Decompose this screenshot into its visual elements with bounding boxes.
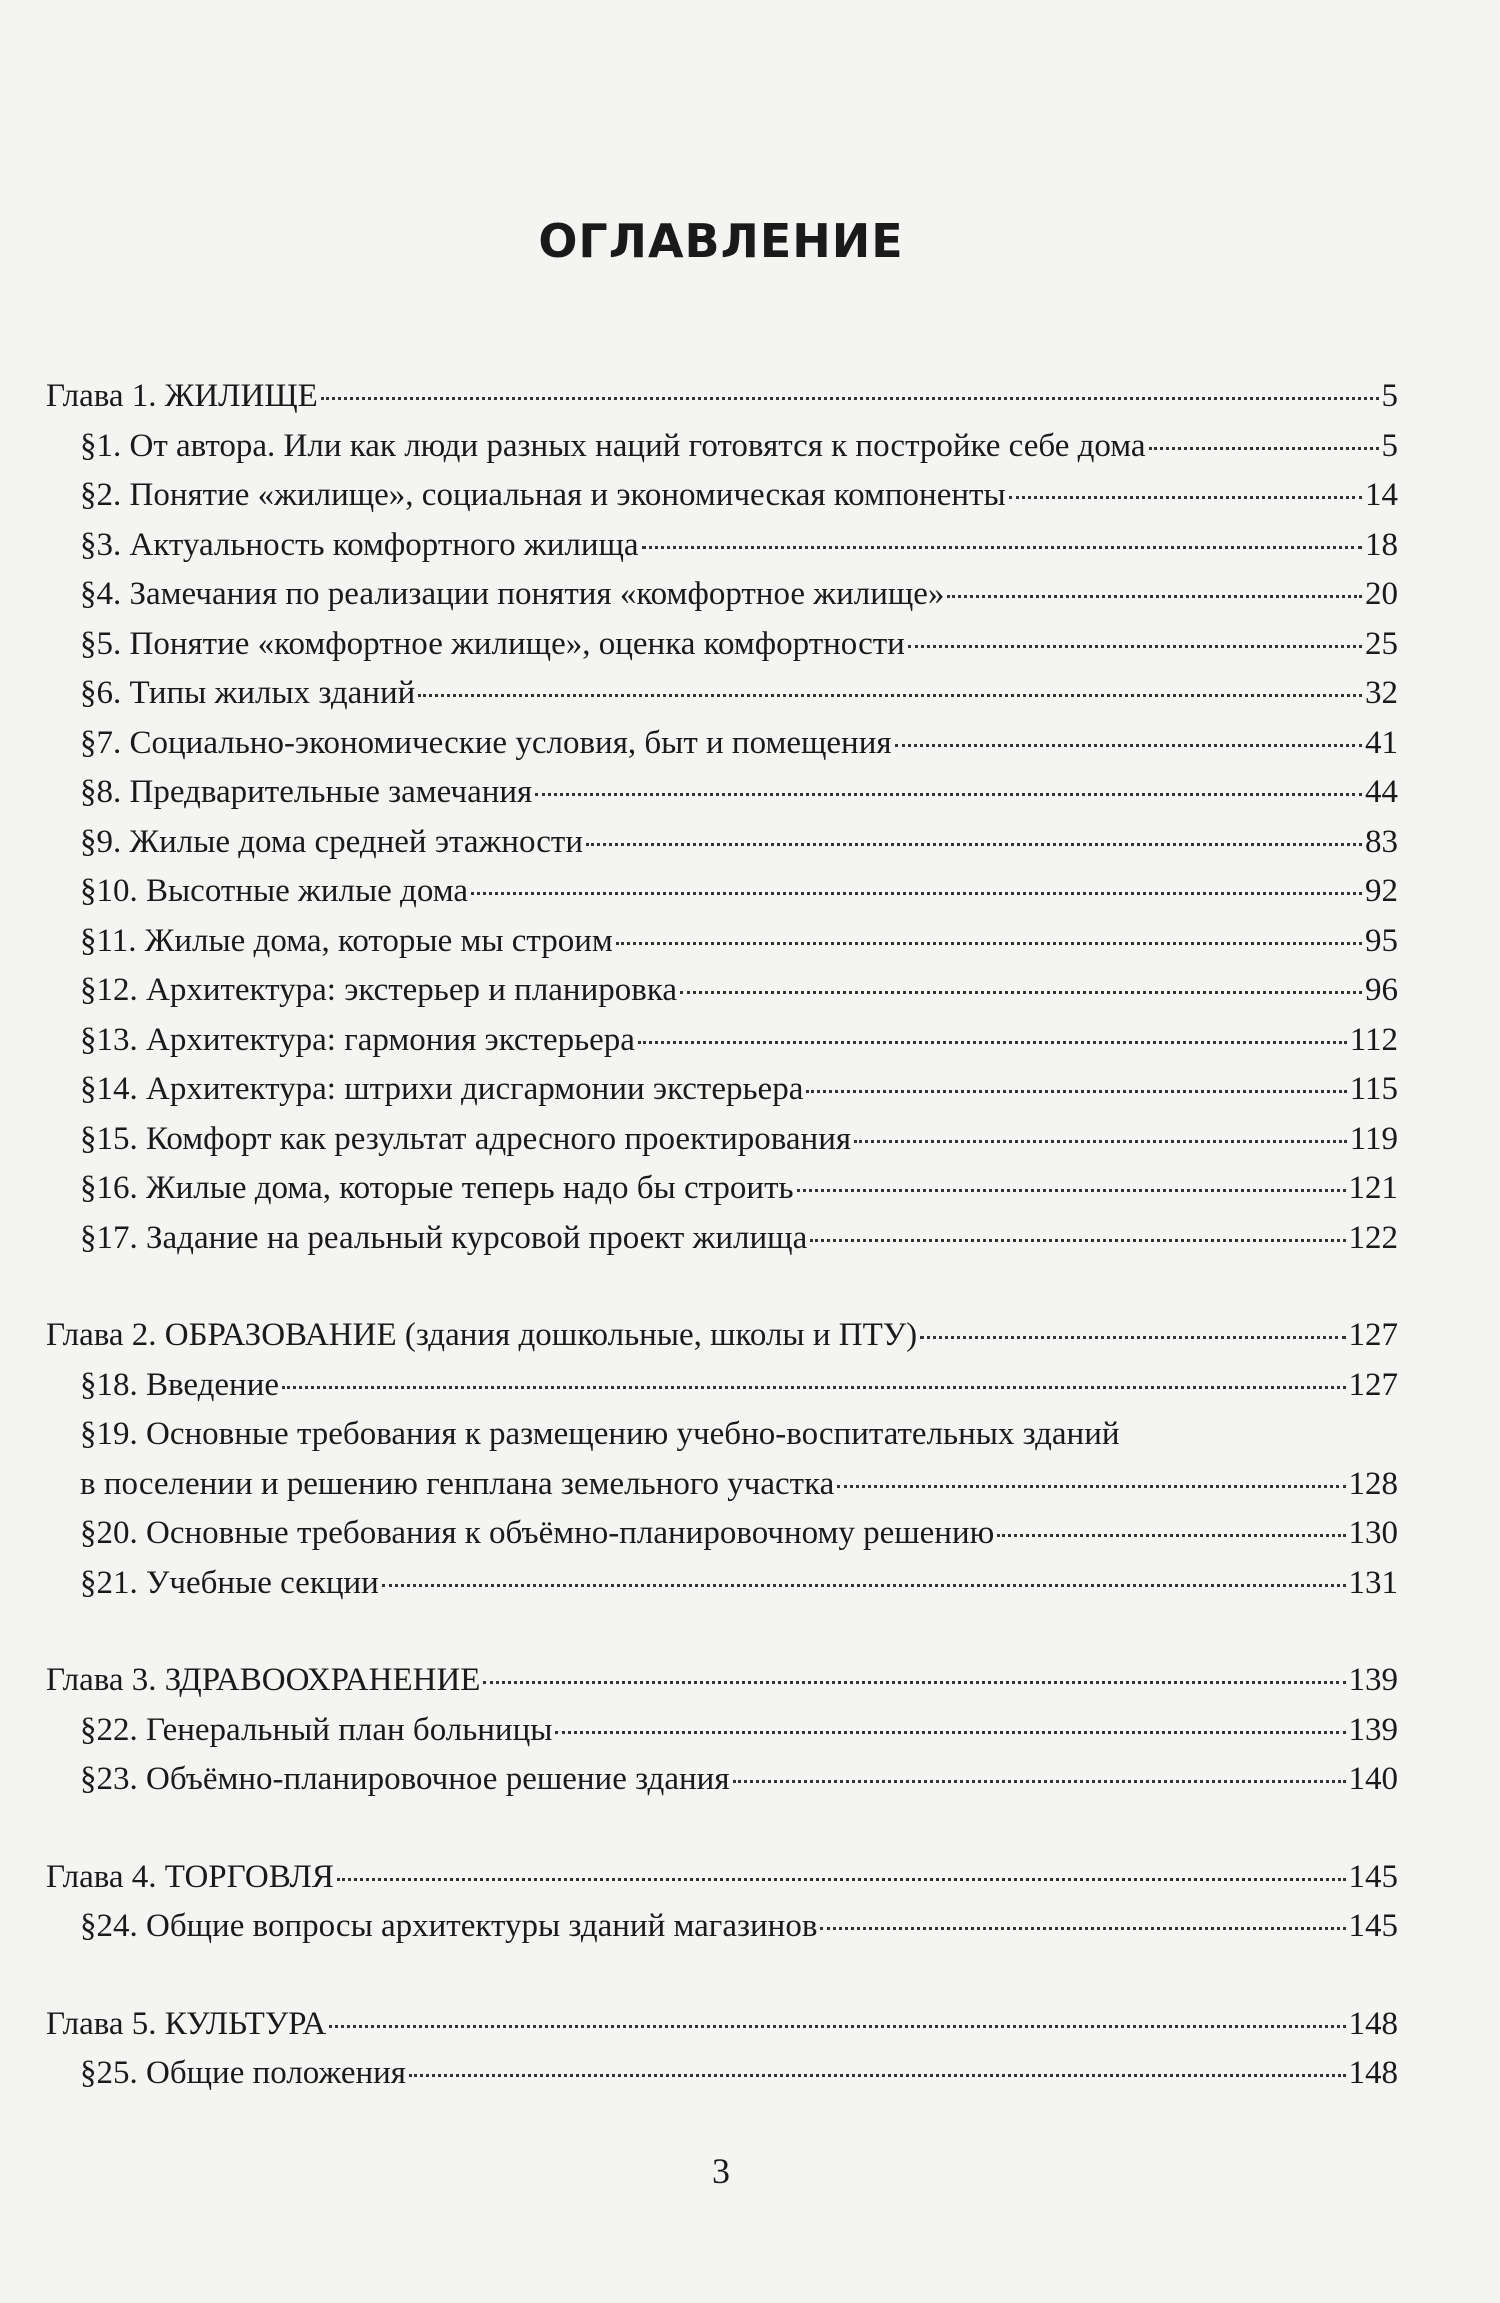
toc-entry: §21. Учебные секции 131 <box>46 1559 1398 1609</box>
leader-dots <box>638 1041 1347 1044</box>
toc-entry: §16. Жилые дома, которые теперь надо бы строить 121 <box>46 1164 1398 1214</box>
page-ref: 92 <box>1365 873 1398 909</box>
page-number: 3 <box>712 2151 730 2191</box>
page-ref: 128 <box>1348 1465 1398 1502</box>
leader-dots <box>854 1140 1347 1143</box>
toc-entry-multiline: §19. Основные требования к размещению учебно-воспитательных зданий в поселении и решению генплана земельного участка 128 <box>46 1410 1398 1509</box>
leader-dots <box>797 1189 1346 1192</box>
table-of-contents <box>46 372 1398 2147</box>
leader-dots <box>483 1681 1345 1684</box>
toc-entry: §15. Комфорт как результат адресного проектирования 119 <box>46 1115 1398 1165</box>
leader-dots <box>908 645 1362 648</box>
page-title: ОГЛАВЛЕНИЕ <box>538 214 904 268</box>
toc-entry: §4. Замечания по реализации понятия «комфортное жилище» 20 <box>46 570 1398 620</box>
chapter-heading: Глава 5. КУЛЬТУРА 148 <box>46 2000 1398 2050</box>
toc-entry: §7. Социально-экономические условия, быт и помещения 41 <box>46 719 1398 769</box>
chapter-2 <box>46 1311 1398 1608</box>
leader-dots <box>820 1927 1345 1930</box>
page-ref: 5 <box>1381 378 1398 414</box>
leader-dots <box>642 546 1362 549</box>
page-ref: 14 <box>1365 477 1398 513</box>
toc-entry: §25. Общие положения 148 <box>46 2049 1398 2099</box>
page-ref: 148 <box>1348 2005 1398 2042</box>
page-ref: 83 <box>1365 823 1398 860</box>
leader-dots <box>1149 447 1379 450</box>
toc-entry: §14. Архитектура: штрихи дисгармонии экстерьера 115 <box>46 1065 1398 1115</box>
page-ref: 127 <box>1348 1317 1398 1353</box>
leader-dots <box>418 694 1362 697</box>
chapter-heading: Глава 3. ЗДРАВООХРАНЕНИЕ 139 <box>46 1656 1398 1706</box>
leader-dots <box>616 942 1362 945</box>
chapter-1 <box>46 372 1398 1263</box>
chapter-heading: Глава 2. ОБРАЗОВАНИЕ (здания дошкольные, школы и ПТУ) 127 <box>46 1311 1398 1361</box>
chapter-5 <box>46 2000 1398 2099</box>
toc-entry: §10. Высотные жилые дома 92 <box>46 867 1398 917</box>
leader-dots <box>1009 496 1362 499</box>
chapter-heading: Глава 4. ТОРГОВЛЯ 145 <box>46 1853 1398 1903</box>
leader-dots <box>471 892 1362 895</box>
page-ref: 130 <box>1348 1515 1398 1551</box>
toc-entry: §12. Архитектура: экстерьер и планировка 96 <box>46 966 1398 1016</box>
toc-entry: §2. Понятие «жилище», социальная и экономическая компоненты 14 <box>46 471 1398 521</box>
page-ref: 127 <box>1348 1366 1398 1403</box>
leader-dots <box>920 1336 1345 1339</box>
page-ref: 115 <box>1349 1071 1398 1107</box>
page-ref: 119 <box>1349 1120 1398 1157</box>
page-ref: 112 <box>1349 1021 1398 1058</box>
leader-dots <box>321 397 1379 400</box>
toc-entry: §23. Объёмно-планировочное решение здания 140 <box>46 1755 1398 1805</box>
leader-dots <box>680 991 1362 994</box>
page-ref: 41 <box>1365 724 1398 761</box>
leader-dots <box>329 2025 1345 2028</box>
leader-dots <box>282 1386 1345 1389</box>
page-ref: 140 <box>1348 1761 1398 1797</box>
page-ref: 96 <box>1365 972 1398 1008</box>
toc-entry: §3. Актуальность комфортного жилища 18 <box>46 521 1398 571</box>
page-ref: 121 <box>1348 1170 1398 1206</box>
page-ref: 122 <box>1348 1219 1398 1256</box>
page-ref: 139 <box>1348 1662 1398 1698</box>
leader-dots <box>382 1584 1346 1587</box>
leader-dots <box>997 1534 1345 1537</box>
toc-entry: §1. От автора. Или как люди разных наций готовятся к постройке себе дома 5 <box>46 422 1398 472</box>
leader-dots <box>947 595 1362 598</box>
page-ref: 148 <box>1348 2055 1398 2091</box>
leader-dots <box>806 1090 1346 1093</box>
page-ref: 32 <box>1365 675 1398 711</box>
page-ref: 145 <box>1348 1858 1398 1895</box>
page-ref: 20 <box>1365 576 1398 612</box>
leader-dots <box>409 2074 1346 2077</box>
leader-dots <box>586 843 1362 846</box>
chapter-heading: Глава 1. ЖИЛИЩЕ 5 <box>46 372 1398 422</box>
page-ref: 25 <box>1365 625 1398 662</box>
page-ref: 131 <box>1348 1564 1398 1601</box>
page-ref: 44 <box>1365 774 1398 810</box>
toc-entry: §17. Задание на реальный курсовой проект жилища 122 <box>46 1214 1398 1264</box>
toc-entry: §24. Общие вопросы архитектуры зданий магазинов 145 <box>46 1902 1398 1952</box>
leader-dots <box>535 793 1362 796</box>
toc-entry: §5. Понятие «комфортное жилище», оценка комфортности 25 <box>46 620 1398 670</box>
page-ref: 5 <box>1381 427 1398 464</box>
leader-dots <box>337 1878 1346 1881</box>
leader-dots <box>555 1731 1345 1734</box>
chapter-4 <box>46 1853 1398 1952</box>
toc-entry: §18. Введение 127 <box>46 1361 1398 1411</box>
toc-entry: §8. Предварительные замечания 44 <box>46 768 1398 818</box>
toc-entry: §9. Жилые дома средней этажности 83 <box>46 818 1398 868</box>
leader-dots <box>810 1239 1345 1242</box>
leader-dots <box>837 1485 1345 1488</box>
toc-entry: §13. Архитектура: гармония экстерьера 112 <box>46 1016 1398 1066</box>
page-ref: 139 <box>1348 1711 1398 1748</box>
leader-dots <box>895 744 1362 747</box>
toc-entry: §22. Генеральный план больницы 139 <box>46 1706 1398 1756</box>
leader-dots <box>733 1780 1346 1783</box>
page-ref: 95 <box>1365 922 1398 959</box>
toc-entry: §20. Основные требования к объёмно-планировочному решению 130 <box>46 1509 1398 1559</box>
page-ref: 145 <box>1348 1908 1398 1944</box>
toc-entry: §6. Типы жилых зданий 32 <box>46 669 1398 719</box>
chapter-3 <box>46 1656 1398 1805</box>
page-ref: 18 <box>1365 526 1398 563</box>
toc-entry: §11. Жилые дома, которые мы строим 95 <box>46 917 1398 967</box>
